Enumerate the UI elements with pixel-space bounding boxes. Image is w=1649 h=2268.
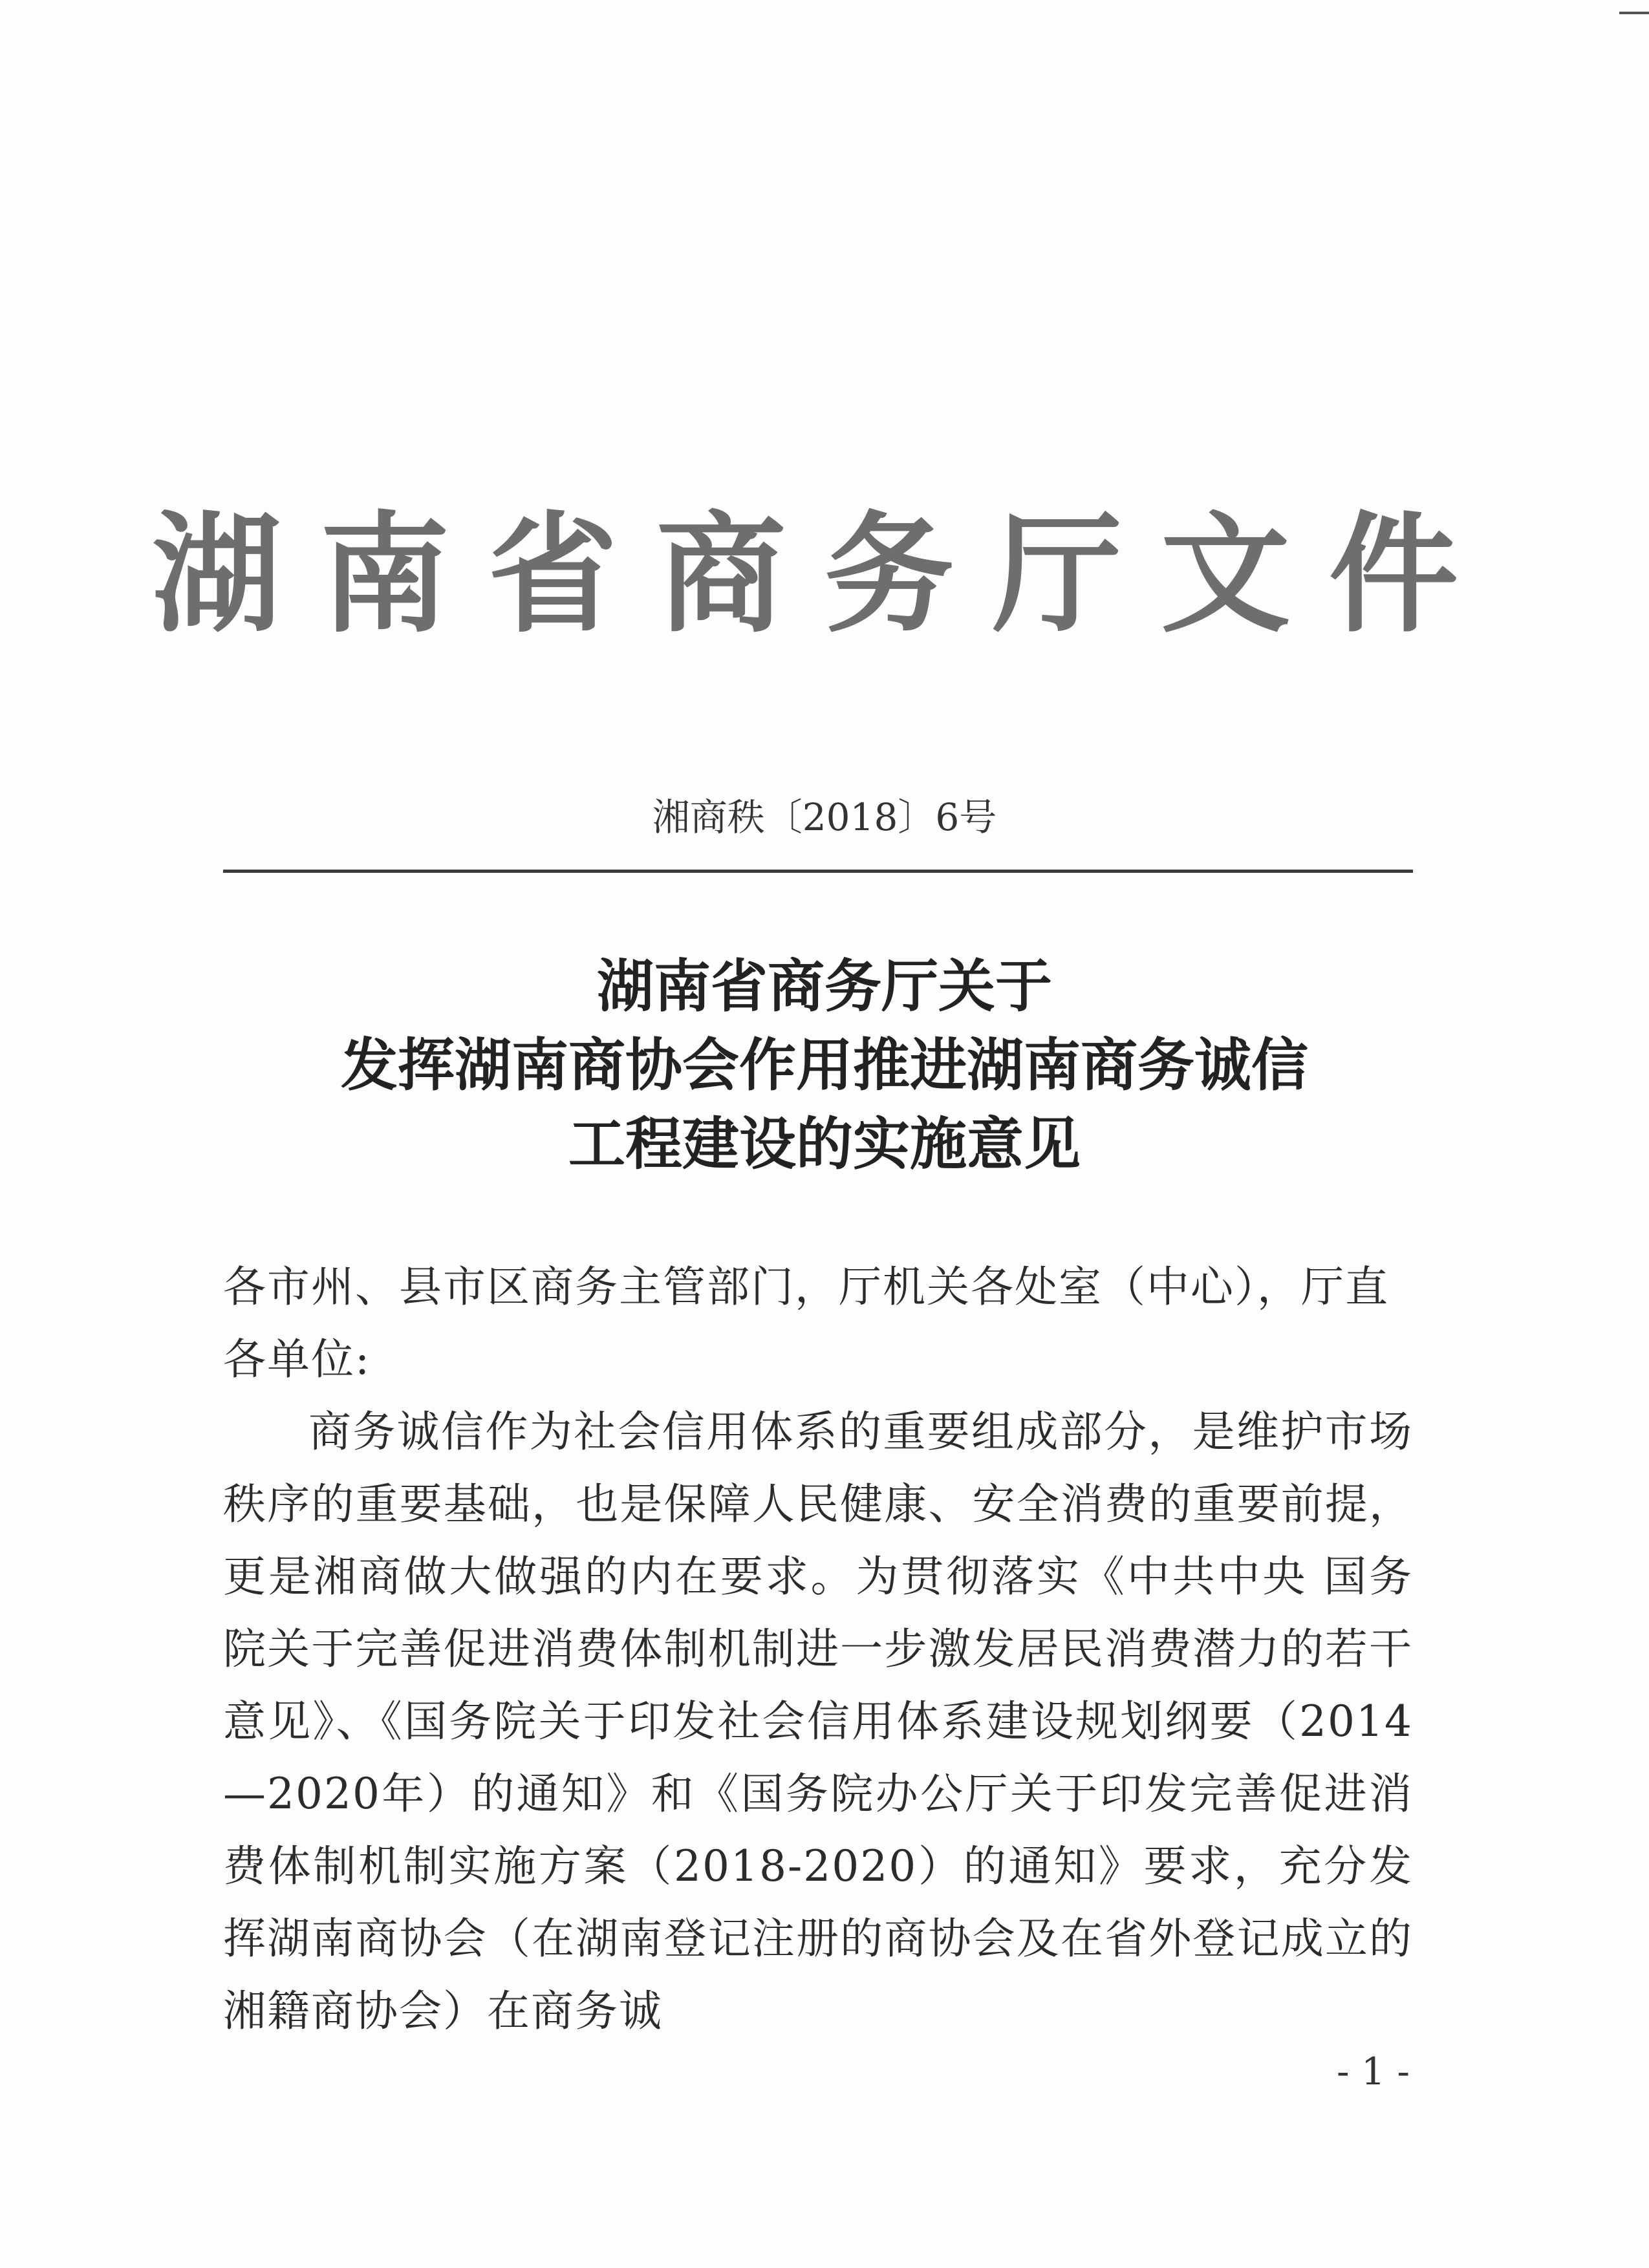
masthead: 湖南省商务厅文件 xyxy=(151,500,1497,650)
document-number: 湘商秩〔2018〕6号 xyxy=(652,795,997,839)
document-title xyxy=(0,947,1649,1184)
title-line-3: 工程建设的实施意见 xyxy=(568,1111,1081,1177)
body-paragraph: 商务诚信作为社会信用体系的重要组成部分，是维护市场秩序的重要基础，也是保障人民健康、安全消费的重要前提，更是湘商做大做强的内在要求。为贯彻落实《中共中央 国务院关于完善促进消费体制机制进一步激发居民消费潜力的若干意见》、《国务院关于印发社会信用体系建设规划纲要（2014—2020年）的通知》和《国务院办公厅关于印发完善促进消费体制机制实施方案（2018-2020）的通知》要求，充分发挥湖南商协会（在湖南登记注册的商协会及在省外登记成立的湘籍商协会）在商务诚 xyxy=(223,1407,1413,2036)
page-number: - 1 - xyxy=(1337,2049,1410,2093)
header-divider xyxy=(223,870,1413,873)
title-line-1: 湖南省商务厅关于 xyxy=(596,953,1052,1020)
document-body xyxy=(223,1251,1413,2048)
title-line-2: 发挥湖南商协会作用推进湖南商务诚信 xyxy=(340,1032,1308,1098)
scan-corner-mark xyxy=(1619,12,1649,14)
salutation: 各市州、县市区商务主管部门，厅机关各处室（中心），厅直各单位: xyxy=(223,1262,1389,1384)
